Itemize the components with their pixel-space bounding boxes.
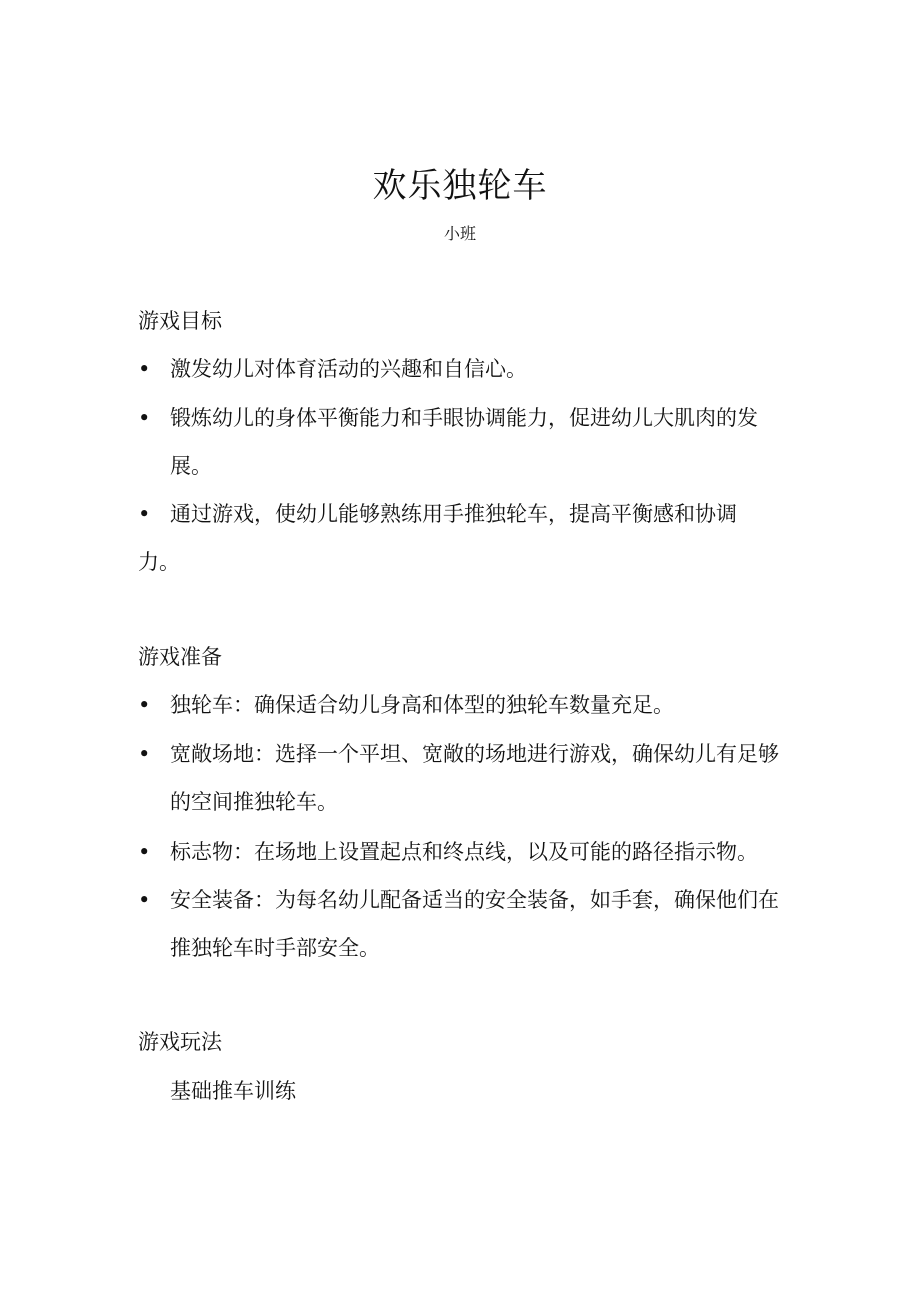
subsection-heading: 基础推车训练 (170, 1079, 296, 1103)
list-item (138, 394, 798, 490)
list-item-text: 通过游戏，使幼儿能够熟练用手推独轮车，提高平衡感和协调力。 (138, 502, 737, 574)
bullet-icon: • (138, 742, 151, 766)
list-item-text: 宽敞场地：选择一个平坦、宽敞的场地进行游戏，确保幼儿有足够的空间推独轮车。 (170, 742, 779, 814)
document-subtitle: 小班 (443, 224, 476, 243)
section-heading-gameplay: 游戏玩法 (138, 1030, 222, 1054)
bullet-icon: • (138, 840, 151, 864)
list-item (138, 730, 798, 826)
list-item-text: 锻炼幼儿的身体平衡能力和手眼协调能力，促进幼儿大肌肉的发展。 (170, 406, 758, 478)
bullet-icon: • (138, 406, 151, 430)
list-item-text: 独轮车：确保适合幼儿身高和体型的独轮车数量充足。 (170, 693, 674, 717)
bullet-icon: • (138, 357, 151, 381)
list-item (138, 490, 798, 586)
list-item (138, 876, 798, 972)
list-item (138, 681, 798, 729)
list-item-text: 标志物：在场地上设置起点和终点线，以及可能的路径指示物。 (170, 840, 758, 864)
document-title: 欢乐独轮车 (372, 166, 548, 206)
list-item-text: 安全装备：为每名幼儿配备适当的安全装备，如手套，确保他们在推独轮车时手部安全。 (170, 888, 779, 960)
section-heading-goals: 游戏目标 (138, 309, 222, 333)
bullet-icon: • (138, 888, 151, 912)
list-item-text: 激发幼儿对体育活动的兴趣和自信心。 (170, 357, 527, 381)
list-item (138, 345, 798, 393)
bullet-icon: • (138, 502, 151, 526)
bullet-icon: • (138, 693, 151, 717)
section-heading-preparation: 游戏准备 (138, 645, 222, 669)
list-item (138, 828, 798, 876)
